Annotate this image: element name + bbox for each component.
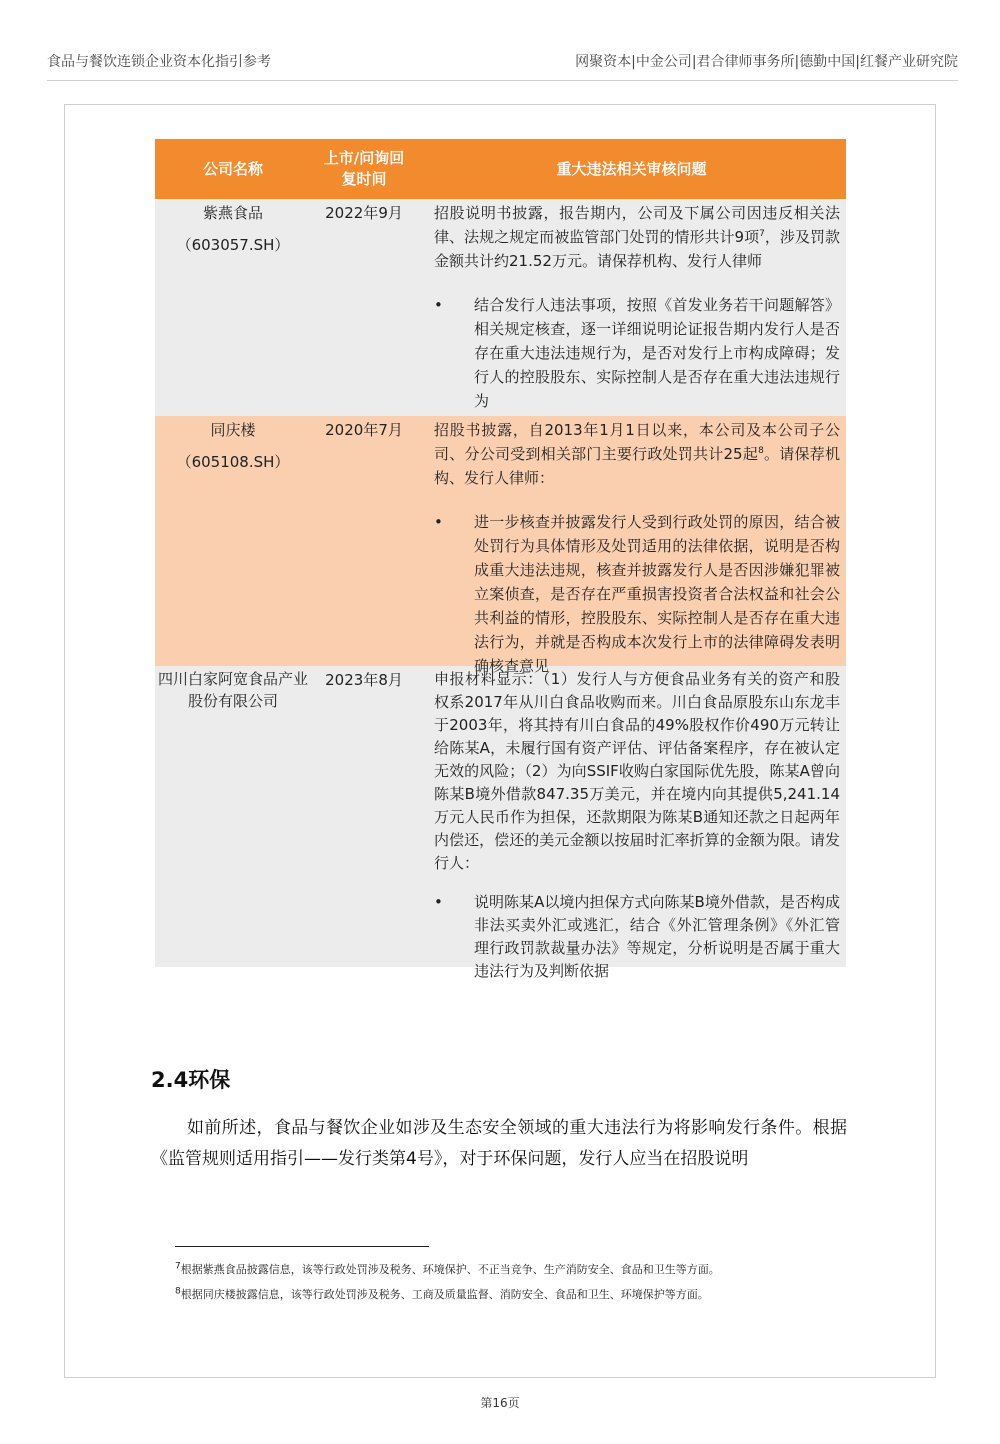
question-cell bbox=[417, 199, 846, 416]
footnote-number: 8 bbox=[175, 1286, 181, 1297]
footnote-text: 根据同庆楼披露信息，该等行政处罚涉及税务、工商及质量监督、消防安全、食品和卫生、环境保护等方面。 bbox=[180, 1288, 709, 1301]
question-cell bbox=[417, 416, 846, 675]
date-cell: 2020年7月 bbox=[325, 421, 403, 439]
question-paragraph: 申报材料显示：（1）发行人与方便食品业务有关的资产和股权系2017年从川白食品收购而来。川白食品原股东山东龙丰于2003年，将其持有川白食品的49%股权作价490万元转让给陈某A，未履行国有资产评估、评估备案程序，存在被认定无效的风险；（2）为向SSIF收购白家国际优先股，陈某A曾向陈某B境外借款847.35万美元，并在境内向其提供5,241.14万元人民币作为担保，还款期限为陈某B通知还款之日起两年内偿还，偿还的美元金额以按届时汇率折算的金额为限。请发行人： bbox=[434, 670, 840, 872]
table-row bbox=[155, 199, 846, 416]
date-cell: 2022年9月 bbox=[325, 204, 403, 222]
violation-review-table bbox=[155, 139, 846, 980]
question-text-cont: 。请保荐机构、发行人律师： bbox=[434, 445, 840, 487]
bullet-dot-icon: • bbox=[434, 893, 443, 911]
footnote-divider bbox=[175, 1246, 429, 1247]
bullet-item bbox=[434, 293, 840, 413]
company-name: 同庆楼 bbox=[210, 421, 256, 439]
question-cell bbox=[417, 666, 846, 980]
stock-code: （605108.SH） bbox=[176, 453, 290, 471]
question-paragraph bbox=[434, 201, 840, 273]
header-listing-date bbox=[311, 139, 417, 199]
bullet-text: 进一步核查并披露发行人受到行政处罚的原因，结合被处罚行为具体情形及处罚适用的法律依据，说明是否构成重大违法违规，核查并披露发行人是否因涉嫌犯罪被立案侦查，是否存在严重损害投资者合法权益和社会公共利益的情形，控股股东、实际控制人是否存在重大违法行为，并就是否构成本次发行上市的法律障碍发表明确核查意见 bbox=[474, 513, 840, 675]
header-listing-date-text: 上市/问询回复时间 bbox=[323, 149, 405, 188]
company-cell bbox=[155, 199, 311, 416]
company-name: 紫燕食品 bbox=[202, 204, 263, 222]
question-text: 招股说明书披露，报告期内，公司及下属公司因违反相关法律、法规之规定而被监管部门处罚的情形共计9项 bbox=[434, 204, 840, 246]
running-header-title: 食品与餐饮连锁企业资本化指引参考 bbox=[47, 54, 271, 70]
question-text-cont: ，涉及罚款金额共计约21.52万元。请保荐机构、发行人律师 bbox=[434, 228, 840, 270]
footnote-ref-7: 7 bbox=[759, 229, 765, 239]
stock-code: （603057.SH） bbox=[176, 236, 290, 254]
footnote-7 bbox=[175, 1261, 720, 1277]
question-paragraph bbox=[434, 418, 840, 490]
company-cell bbox=[155, 416, 311, 666]
table-header-row bbox=[155, 139, 846, 199]
bullet-dot-icon: • bbox=[434, 513, 443, 531]
company-cell bbox=[155, 666, 311, 967]
question-text: 招股书披露，自2013年1月1日以来，本公司及本公司子公司、分公司受到相关部门主要行政处罚共计25起 bbox=[434, 421, 840, 463]
bullet-item bbox=[434, 891, 840, 983]
bullet-dot-icon: • bbox=[434, 296, 443, 314]
header-divider bbox=[47, 80, 958, 81]
company-name: 四川白家阿宽食品产业股份有限公司 bbox=[157, 670, 308, 710]
header-review-question: 重大违法相关审核问题 bbox=[556, 159, 707, 178]
bullet-text: 结合发行人违法事项，按照《首发业务若干问题解答》相关规定核查，逐一详细说明论证报告期内发行人是否存在重大违法违规行为，是否对发行上市构成障碍；发行人的控股股东、实际控制人是否存在重大违法违规行为 bbox=[474, 296, 840, 410]
section-body-paragraph: 如前所述，食品与餐饮企业如涉及生态安全领域的重大违法行为将影响发行条件。根据《监管规则适用指引——发行类第4号》，对于环保问题，发行人应当在招股说明 bbox=[151, 1118, 847, 1169]
footnote-8 bbox=[175, 1286, 709, 1302]
footnote-ref-8: 8 bbox=[758, 446, 764, 456]
footnote-text: 根据紫燕食品披露信息，该等行政处罚涉及税务、环境保护、不正当竞争、生产消防安全、食品和卫生等方面。 bbox=[180, 1263, 720, 1276]
table-row bbox=[155, 416, 846, 675]
date-cell: 2023年8月 bbox=[325, 671, 403, 689]
running-header-organizations: 网聚资本|中金公司|君合律师事务所|德勤中国|红餐产业研究院 bbox=[575, 54, 958, 70]
header-company-name: 公司名称 bbox=[202, 159, 263, 178]
table-row bbox=[155, 666, 846, 980]
bullet-text: 说明陈某A以境内担保方式向陈某B境外借款，是否构成非法买卖外汇或逃汇，结合《外汇管理条例》《外汇管理行政罚款裁量办法》等规定，分析说明是否属于重大违法行为及判断依据 bbox=[474, 893, 840, 980]
footnote-number: 7 bbox=[175, 1261, 181, 1272]
bullet-item bbox=[434, 510, 840, 678]
page-number: 第16页 bbox=[480, 1396, 520, 1410]
section-heading: 2.4环保 bbox=[151, 1068, 231, 1092]
